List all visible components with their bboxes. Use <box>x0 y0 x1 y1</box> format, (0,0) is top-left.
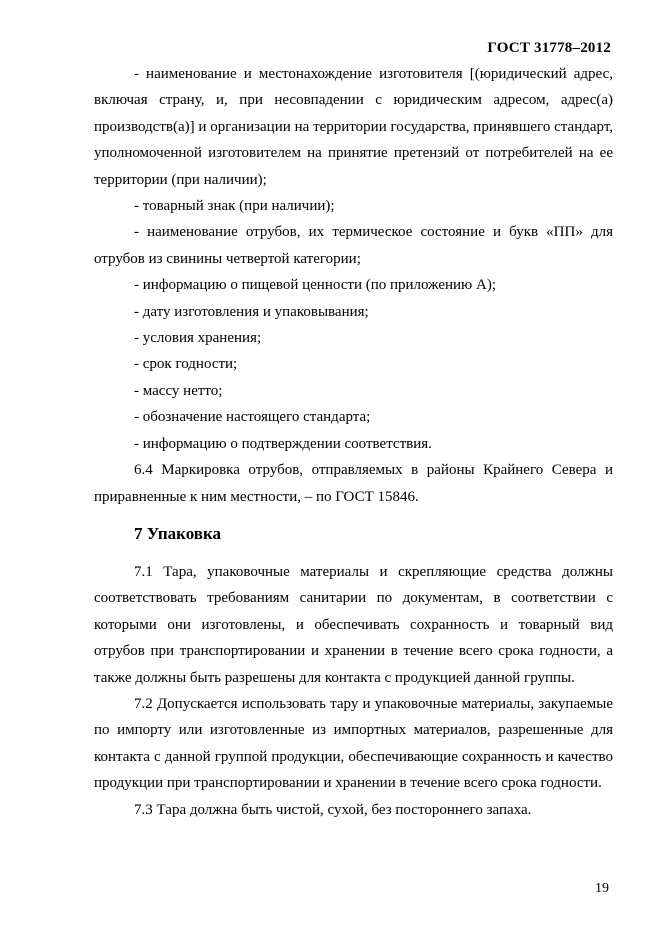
document-header: ГОСТ 31778–2012 <box>487 40 611 56</box>
section-heading: 7 Упаковка <box>134 523 221 543</box>
list-item: - информацию о пищевой ценности (по приложению А); <box>134 277 496 294</box>
list-item: - дату изготовления и упаковывания; <box>134 303 369 320</box>
page-content <box>94 61 613 823</box>
list-item: - товарный знак (при наличии); <box>134 198 335 215</box>
list-item: - обозначение настоящего стандарта; <box>134 409 371 426</box>
page-number: 19 <box>595 881 609 896</box>
clause-7-3: 7.3 Тара должна быть чистой, сухой, без постороннего запаха. <box>134 801 532 818</box>
clause-6-4: 6.4 Маркировка отрубов, отправляемых в районы Крайнего Севера и приравненные к ним местности, – по ГОСТ 15846. <box>94 462 613 505</box>
list-item: - срок годности; <box>134 356 238 373</box>
list-item: - массу нетто; <box>134 382 223 399</box>
list-item: - наименование и местонахождение изготовителя [(юридический адрес, включая страну, и, при несовпадении с юридическим адресом, адрес(а) производств(а)] и организации на территории государства, принявшего стандарт, уполномоченной изготовителем на принятие претензий от потребителей на ее территории (при наличии); <box>94 66 613 188</box>
clause-7-2: 7.2 Допускается использовать тару и упаковочные материалы, закупаемые по импорту или изготовленные из импортных материалов, разрешенные для контакта с данной группой продукции, обеспечивающие сохранность и качество продукции при транспортировании и хранении в течение всего срока годности. <box>94 695 613 792</box>
list-item: - информацию о подтверждении соответствия. <box>134 435 432 452</box>
clause-7-1: 7.1 Тара, упаковочные материалы и скрепляющие средства должны соответствовать требованиям санитарии по документам, в соответствии с которыми они изготовлены, и обеспечивать сохранность и товарный вид отрубов при транспортировании и хранении в течение всего срока годности, а также должны быть разрешены для контакта с продукцией данной группы. <box>94 563 613 686</box>
list-item: - условия хранения; <box>134 330 262 347</box>
list-item: - наименование отрубов, их термическое состояние и букв «ПП» для отрубов из свинины четвертой категории; <box>94 224 613 267</box>
